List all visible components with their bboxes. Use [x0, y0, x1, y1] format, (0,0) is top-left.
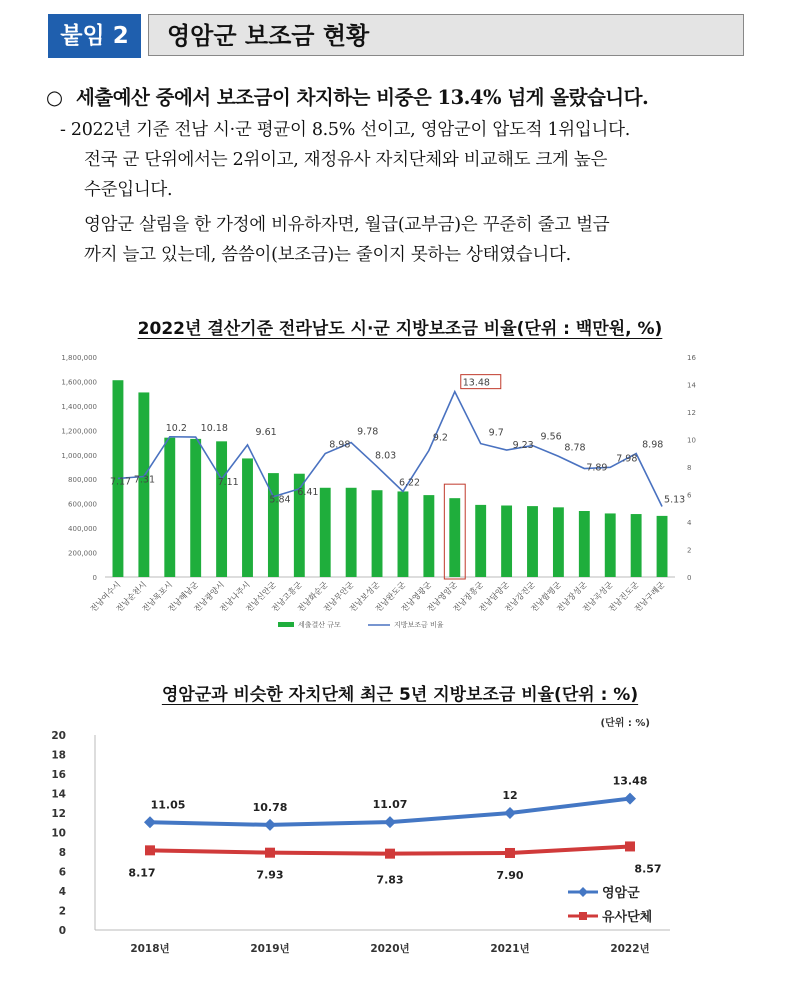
- chart1-x-tick: 전남신안군: [244, 580, 278, 614]
- chart1-x-tick: 전남장성군: [555, 580, 589, 614]
- chart1-data-label: 8.98: [329, 439, 351, 451]
- chart2-data-label: 11.05: [150, 798, 186, 812]
- chart1-yleft-tick: 200,000: [68, 549, 97, 558]
- chart2-y-tick: 4: [58, 886, 66, 898]
- chart1-yright-tick: 16: [687, 354, 696, 362]
- chart1-yright-tick: 10: [687, 436, 696, 445]
- chart2-point: [624, 793, 636, 805]
- chart2-legend-2: 유사단체: [602, 910, 653, 925]
- chart1-bar: [605, 513, 616, 577]
- chart1-x-tick: 전남순천시: [114, 580, 149, 614]
- chart2-x-tick: 2019년: [250, 943, 290, 955]
- chart2-data-label: 8.57: [634, 862, 662, 876]
- chart2-data-label: 11.07: [372, 798, 408, 812]
- chart2-point: [384, 816, 396, 828]
- chart1-bar: [449, 498, 460, 577]
- chart1-data-label: 8.03: [375, 450, 397, 462]
- chart1-yright-tick: 0: [687, 574, 692, 582]
- chart1-data-label: 10.2: [165, 422, 187, 434]
- chart1-bar: [216, 441, 227, 577]
- chart1-x-tick: 전남완도군: [373, 580, 408, 614]
- chart2-legend-marker-2: [579, 912, 587, 920]
- chart1-legend-line: 지방보조금 비율: [394, 621, 444, 629]
- chart1-data-label: 7.89: [586, 462, 608, 474]
- chart1-data-label: 6.22: [398, 477, 421, 489]
- chart1-data-label: 9.78: [357, 426, 379, 438]
- chart2-legend-marker-1: [578, 887, 588, 897]
- chart1-yleft-tick: 400,000: [68, 525, 97, 534]
- chart2-y-tick: 6: [58, 866, 66, 879]
- chart1-x-tick: 전남곡성군: [580, 580, 615, 614]
- chart1-yright-tick: 12: [687, 409, 696, 417]
- summary-line-3: 수준입니다.: [84, 180, 173, 200]
- chart1-x-tick: 전남무안군: [321, 580, 356, 614]
- chart1-x-tick: 전남광양시: [192, 580, 227, 614]
- chart2-point: [625, 841, 635, 851]
- chart1-yright-tick: 14: [687, 381, 696, 390]
- chart1-data-label: 9.56: [540, 431, 562, 443]
- headline: [46, 82, 766, 110]
- chart2-point: [144, 816, 156, 828]
- chart2-line-chart: [40, 710, 730, 970]
- chart2-legend-1: 영암군: [602, 886, 640, 901]
- summary-line-2: 전국 군 단위에서는 2위이고, 재정유사 자치단체와 비교해도 크게 높은: [84, 150, 608, 170]
- chart2-data-label: 8.17: [128, 866, 156, 880]
- chart2-data-label: 7.93: [256, 868, 284, 882]
- chart1-yright-tick: 2: [687, 546, 692, 555]
- summary-line-1: - 2022년 기준 전남 시·군 평균이 8.5% 선이고, 영암군이 압도적 1위입니다.: [60, 120, 630, 140]
- chart1-legend-bar: 세출결산 규모: [298, 621, 341, 629]
- chart2-y-tick: 18: [51, 749, 66, 762]
- chart1-data-label: 8.78: [564, 442, 586, 454]
- chart2-data-label: 10.78: [252, 800, 288, 814]
- chart1-yleft-tick: 600,000: [68, 500, 97, 509]
- chart1-data-label: 13.48: [462, 377, 490, 389]
- chart1-x-tick: 전남목포시: [140, 580, 175, 614]
- chart1-data-label: 5.13: [664, 494, 686, 506]
- chart1-bar: [398, 491, 409, 577]
- chart1-bar: [320, 488, 331, 577]
- headline-text: 세출예산 중에서 보조금이 차지하는 비중은 13.4% 넘게 올랐습니다.: [76, 86, 649, 109]
- chart1-bar: [372, 490, 383, 577]
- chart1-data-label: 5.84: [269, 494, 291, 506]
- chart1-x-tick: 전남해남군: [166, 580, 201, 614]
- chart1-yleft-tick: 0: [92, 574, 97, 582]
- chart1-data-label: 7.31: [133, 474, 156, 486]
- chart1-bar: [164, 438, 175, 577]
- chart1-legend-swatch-bar: [278, 622, 294, 627]
- chart2-title: 영암군과 비슷한 자치단체 최근 5년 지방보조금 비율(단위 : %): [161, 685, 639, 705]
- attachment-badge: 붙임 2: [48, 14, 141, 58]
- chart2-y-tick: 10: [51, 827, 66, 840]
- chart1-x-tick: 전남강진군: [503, 580, 537, 614]
- chart2-data-label: 7.90: [496, 868, 524, 882]
- chart1-data-label: 9.23: [512, 440, 534, 452]
- chart2-x-tick: 2020년: [370, 943, 410, 955]
- chart2-point: [505, 848, 515, 858]
- chart1-yleft-tick: 1,200,000: [61, 427, 97, 436]
- chart2-data-label: 12: [502, 789, 518, 802]
- chart1-x-tick: 전남구례군: [632, 580, 667, 614]
- chart2-y-tick: 2: [58, 905, 66, 918]
- chart1-bar: [631, 514, 642, 577]
- chart1-data-label: 9.7: [488, 427, 504, 439]
- chart1-title: 2022년 결산기준 전라남도 시·군 지방보조금 비율(단위 : 백만원, %): [137, 319, 663, 339]
- chart1-data-label: 7.17: [109, 476, 132, 488]
- chart1-x-tick: 전남고흥군: [270, 580, 304, 614]
- chart2-x-tick: 2021년: [490, 943, 530, 955]
- chart1-yright-tick: 4: [687, 519, 692, 527]
- chart1-data-label: 6.41: [297, 486, 319, 498]
- chart2-point: [265, 848, 275, 858]
- chart2-x-tick: 2022년: [610, 943, 650, 955]
- chart2-unit-label: (단위 : %): [600, 718, 650, 729]
- circle-bullet: ○: [46, 86, 63, 109]
- chart2-y-tick: 0: [58, 925, 66, 937]
- chart1-yright-tick: 6: [687, 491, 692, 500]
- chart1-bar: [190, 439, 201, 577]
- chart1-x-tick: 전남담양군: [477, 580, 512, 614]
- chart1-data-label: 9.2: [432, 432, 448, 444]
- chart1-x-tick: 전남함평군: [529, 580, 563, 614]
- chart1-bar: [475, 505, 486, 577]
- chart1-x-tick: 전남영암군: [425, 580, 460, 614]
- chart2-point: [385, 849, 395, 859]
- chart2-y-tick: 14: [51, 788, 66, 801]
- chart1-data-label: 9.61: [255, 426, 277, 438]
- chart1-yleft-tick: 800,000: [68, 476, 97, 485]
- chart1-x-tick: 전남진도군: [606, 580, 641, 614]
- chart1-yleft-tick: 1,800,000: [61, 354, 97, 362]
- chart1-data-label: 7.11: [217, 477, 239, 489]
- chart1-data-label: 7.98: [616, 453, 638, 465]
- summary-line-5: 까지 늘고 있는데, 씀씀이(보조금)는 줄이지 못하는 상태였습니다.: [84, 245, 571, 265]
- chart1-yright-tick: 8: [687, 464, 692, 472]
- chart1-bar: [579, 511, 590, 577]
- chart1-x-tick: 전남보성군: [347, 580, 382, 614]
- chart2-y-tick: 8: [58, 847, 66, 859]
- chart1-yleft-tick: 1,000,000: [61, 451, 97, 460]
- chart1-data-label: 10.18: [200, 423, 228, 435]
- page-title: 영암군 보조금 현황: [148, 14, 744, 56]
- chart1-bar-line-combo: [50, 345, 710, 640]
- chart1-bar: [527, 506, 538, 577]
- chart1-x-tick: 전남화순군: [295, 580, 330, 614]
- header: [48, 14, 746, 58]
- chart2-y-tick: 20: [51, 730, 66, 742]
- chart2-y-tick: 16: [51, 769, 66, 781]
- chart1-bar: [657, 516, 668, 577]
- chart1-x-tick: 전남영광군: [399, 580, 434, 614]
- chart2-data-label: 7.83: [376, 873, 404, 887]
- chart1-data-label: 8.98: [642, 439, 664, 451]
- chart1-x-tick: 전남장흥군: [451, 580, 486, 614]
- chart2-point: [264, 819, 276, 831]
- chart2-point: [145, 845, 155, 855]
- chart2-y-tick: 12: [51, 808, 66, 820]
- chart1-bar: [242, 458, 253, 577]
- chart1-bar: [346, 488, 357, 577]
- chart2-data-label: 13.48: [612, 774, 648, 788]
- chart1-yleft-tick: 1,600,000: [61, 378, 97, 387]
- summary-line-4: 영암군 살림을 한 가정에 비유하자면, 월급(교부금)은 꾸준히 줄고 벌금: [84, 215, 610, 235]
- chart1-bar: [501, 506, 512, 578]
- chart1-x-tick: 전남여수시: [88, 580, 123, 614]
- chart1-bar: [423, 495, 434, 577]
- chart1-x-tick: 전남나주시: [218, 580, 252, 614]
- chart1-bar: [553, 507, 564, 577]
- chart1-yleft-tick: 1,400,000: [61, 402, 97, 411]
- chart2-x-tick: 2018년: [130, 943, 170, 955]
- chart2-point: [504, 807, 516, 819]
